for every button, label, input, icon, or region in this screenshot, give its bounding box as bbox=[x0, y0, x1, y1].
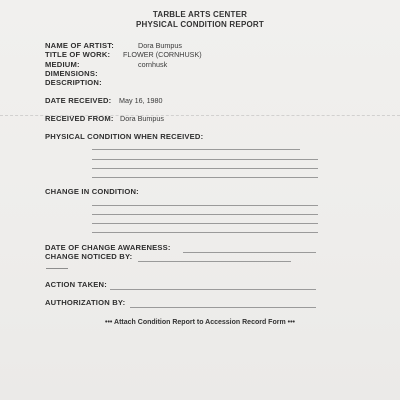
received-from-label: RECEIVED FROM: bbox=[45, 114, 114, 123]
change-condition-line-4 bbox=[92, 232, 318, 233]
work-title-value: FLOWER (CORNHUSK) bbox=[123, 50, 202, 59]
change-condition-line-1 bbox=[92, 205, 318, 206]
date-received-value: May 16, 1980 bbox=[119, 96, 163, 105]
change-condition-label: CHANGE IN CONDITION: bbox=[45, 187, 139, 196]
authorization-label: AUTHORIZATION BY: bbox=[45, 298, 126, 307]
physical-condition-line-2 bbox=[92, 159, 318, 160]
change-awareness-label: DATE OF CHANGE AWARENESS: bbox=[45, 243, 171, 252]
change-noticed-label: CHANGE NOTICED BY: bbox=[45, 252, 133, 261]
description-label: DESCRIPTION: bbox=[45, 78, 102, 87]
date-received-label: DATE RECEIVED: bbox=[45, 96, 112, 105]
separator-dash bbox=[46, 268, 68, 269]
authorization-line bbox=[130, 307, 316, 308]
physical-condition-line-4 bbox=[92, 177, 318, 178]
action-taken-label: ACTION TAKEN: bbox=[45, 280, 107, 289]
action-taken-line bbox=[110, 289, 316, 290]
report-title: PHYSICAL CONDITION REPORT bbox=[136, 20, 264, 29]
received-from-value: Dora Bumpus bbox=[120, 114, 164, 123]
physical-condition-label: PHYSICAL CONDITION WHEN RECEIVED: bbox=[45, 132, 204, 141]
artist-label: NAME OF ARTIST: bbox=[45, 41, 114, 50]
medium-label: MEDIUM: bbox=[45, 60, 80, 69]
medium-value: cornhusk bbox=[138, 60, 168, 69]
dimensions-label: DIMENSIONS: bbox=[45, 69, 98, 78]
physical-condition-line-3 bbox=[92, 168, 318, 169]
change-awareness-line bbox=[183, 252, 316, 253]
footer-note: ••• Attach Condition Report to Accession Record Form ••• bbox=[105, 319, 295, 326]
work-title-label: TITLE OF WORK: bbox=[45, 50, 111, 59]
change-condition-line-2 bbox=[92, 214, 318, 215]
org-name: TARBLE ARTS CENTER bbox=[152, 10, 248, 19]
change-noticed-line bbox=[138, 261, 291, 262]
change-condition-line-3 bbox=[92, 223, 318, 224]
physical-condition-line-1 bbox=[92, 149, 300, 150]
artist-value: Dora Bumpus bbox=[138, 41, 182, 50]
